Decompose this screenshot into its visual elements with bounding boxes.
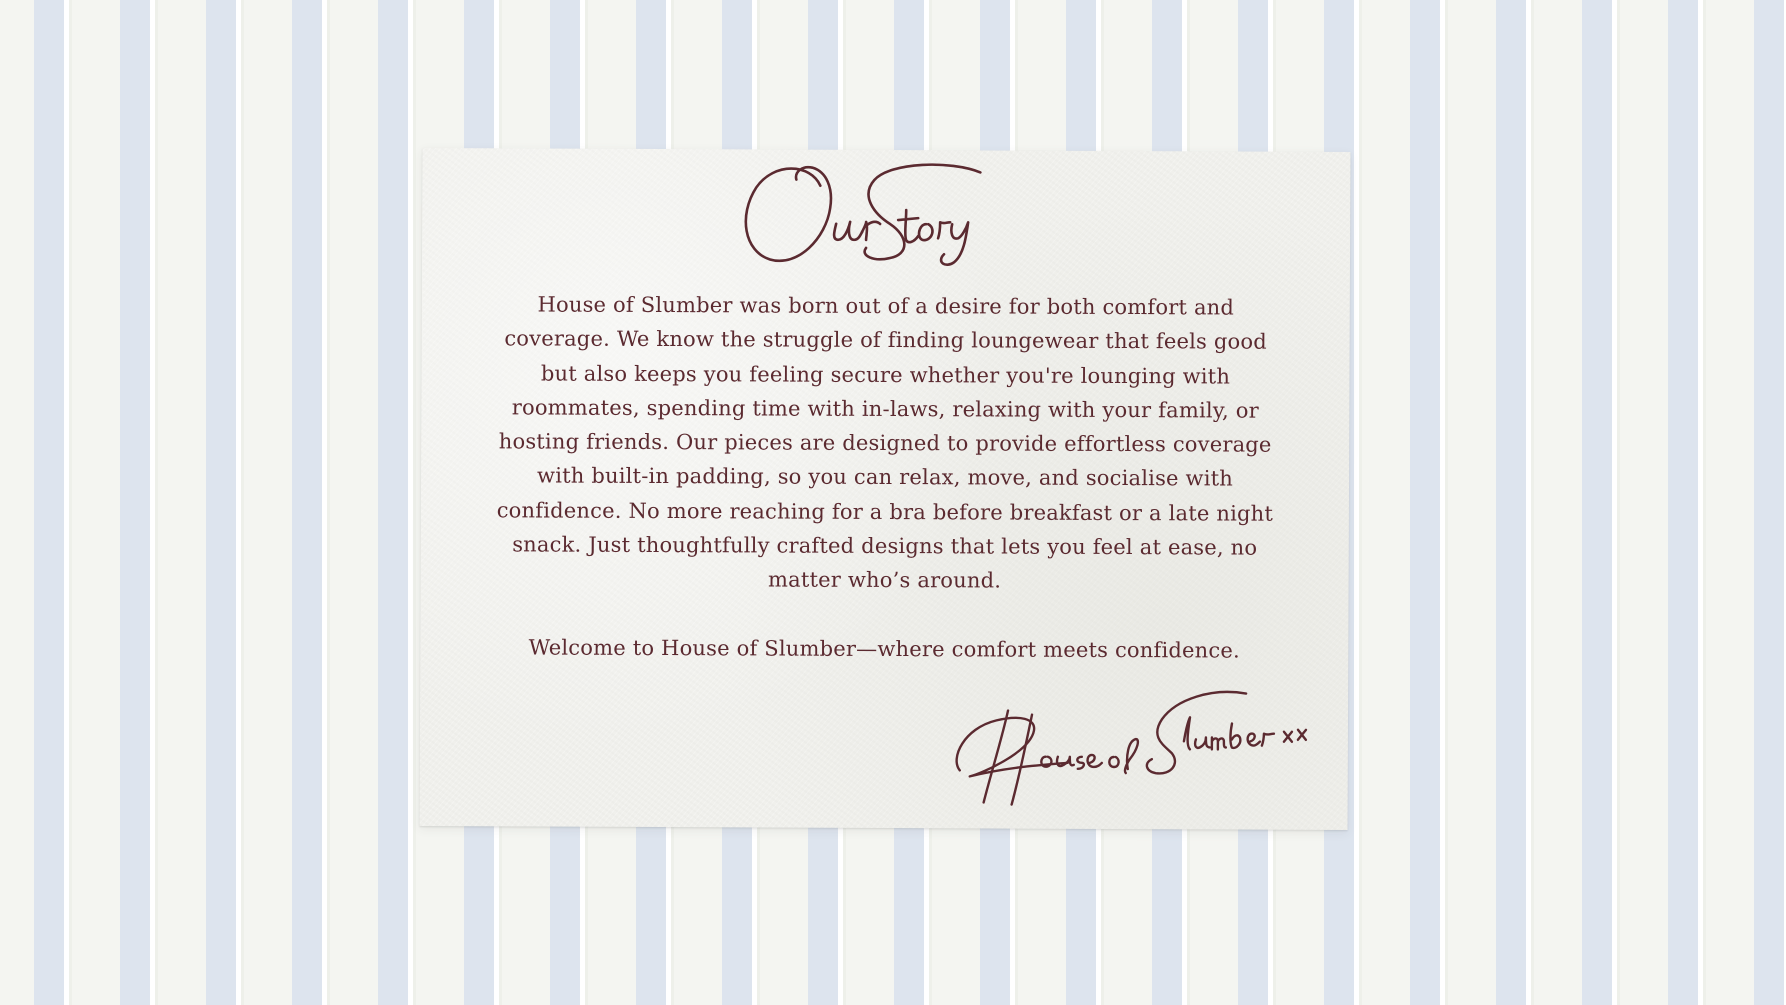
story-body: House of Slumber was born out of a desire for both comfort and coverage. We know the struggle of finding loungewear that feels good but also keeps you feeling secure whether you're lounging with roommates, spending time with in-laws, relaxing with your family, or hosting friends. Our pieces are designed to provide effortless coverage with built-in padding, so you can relax, move, and socialise with confidence. No more reaching for a bra before breakfast or a late night snack. Just thoughtfully crafted designs that lets you feel at ease, no matter who’s around. — [496, 292, 1274, 593]
signature — [950, 678, 1311, 810]
story-card — [420, 148, 1351, 830]
script-title-icon — [740, 157, 1031, 278]
story-title — [422, 148, 1351, 302]
signature-art-icon — [950, 678, 1311, 810]
welcome-line: Welcome to House of Slumber—where comfort meets confidence. — [528, 635, 1240, 663]
